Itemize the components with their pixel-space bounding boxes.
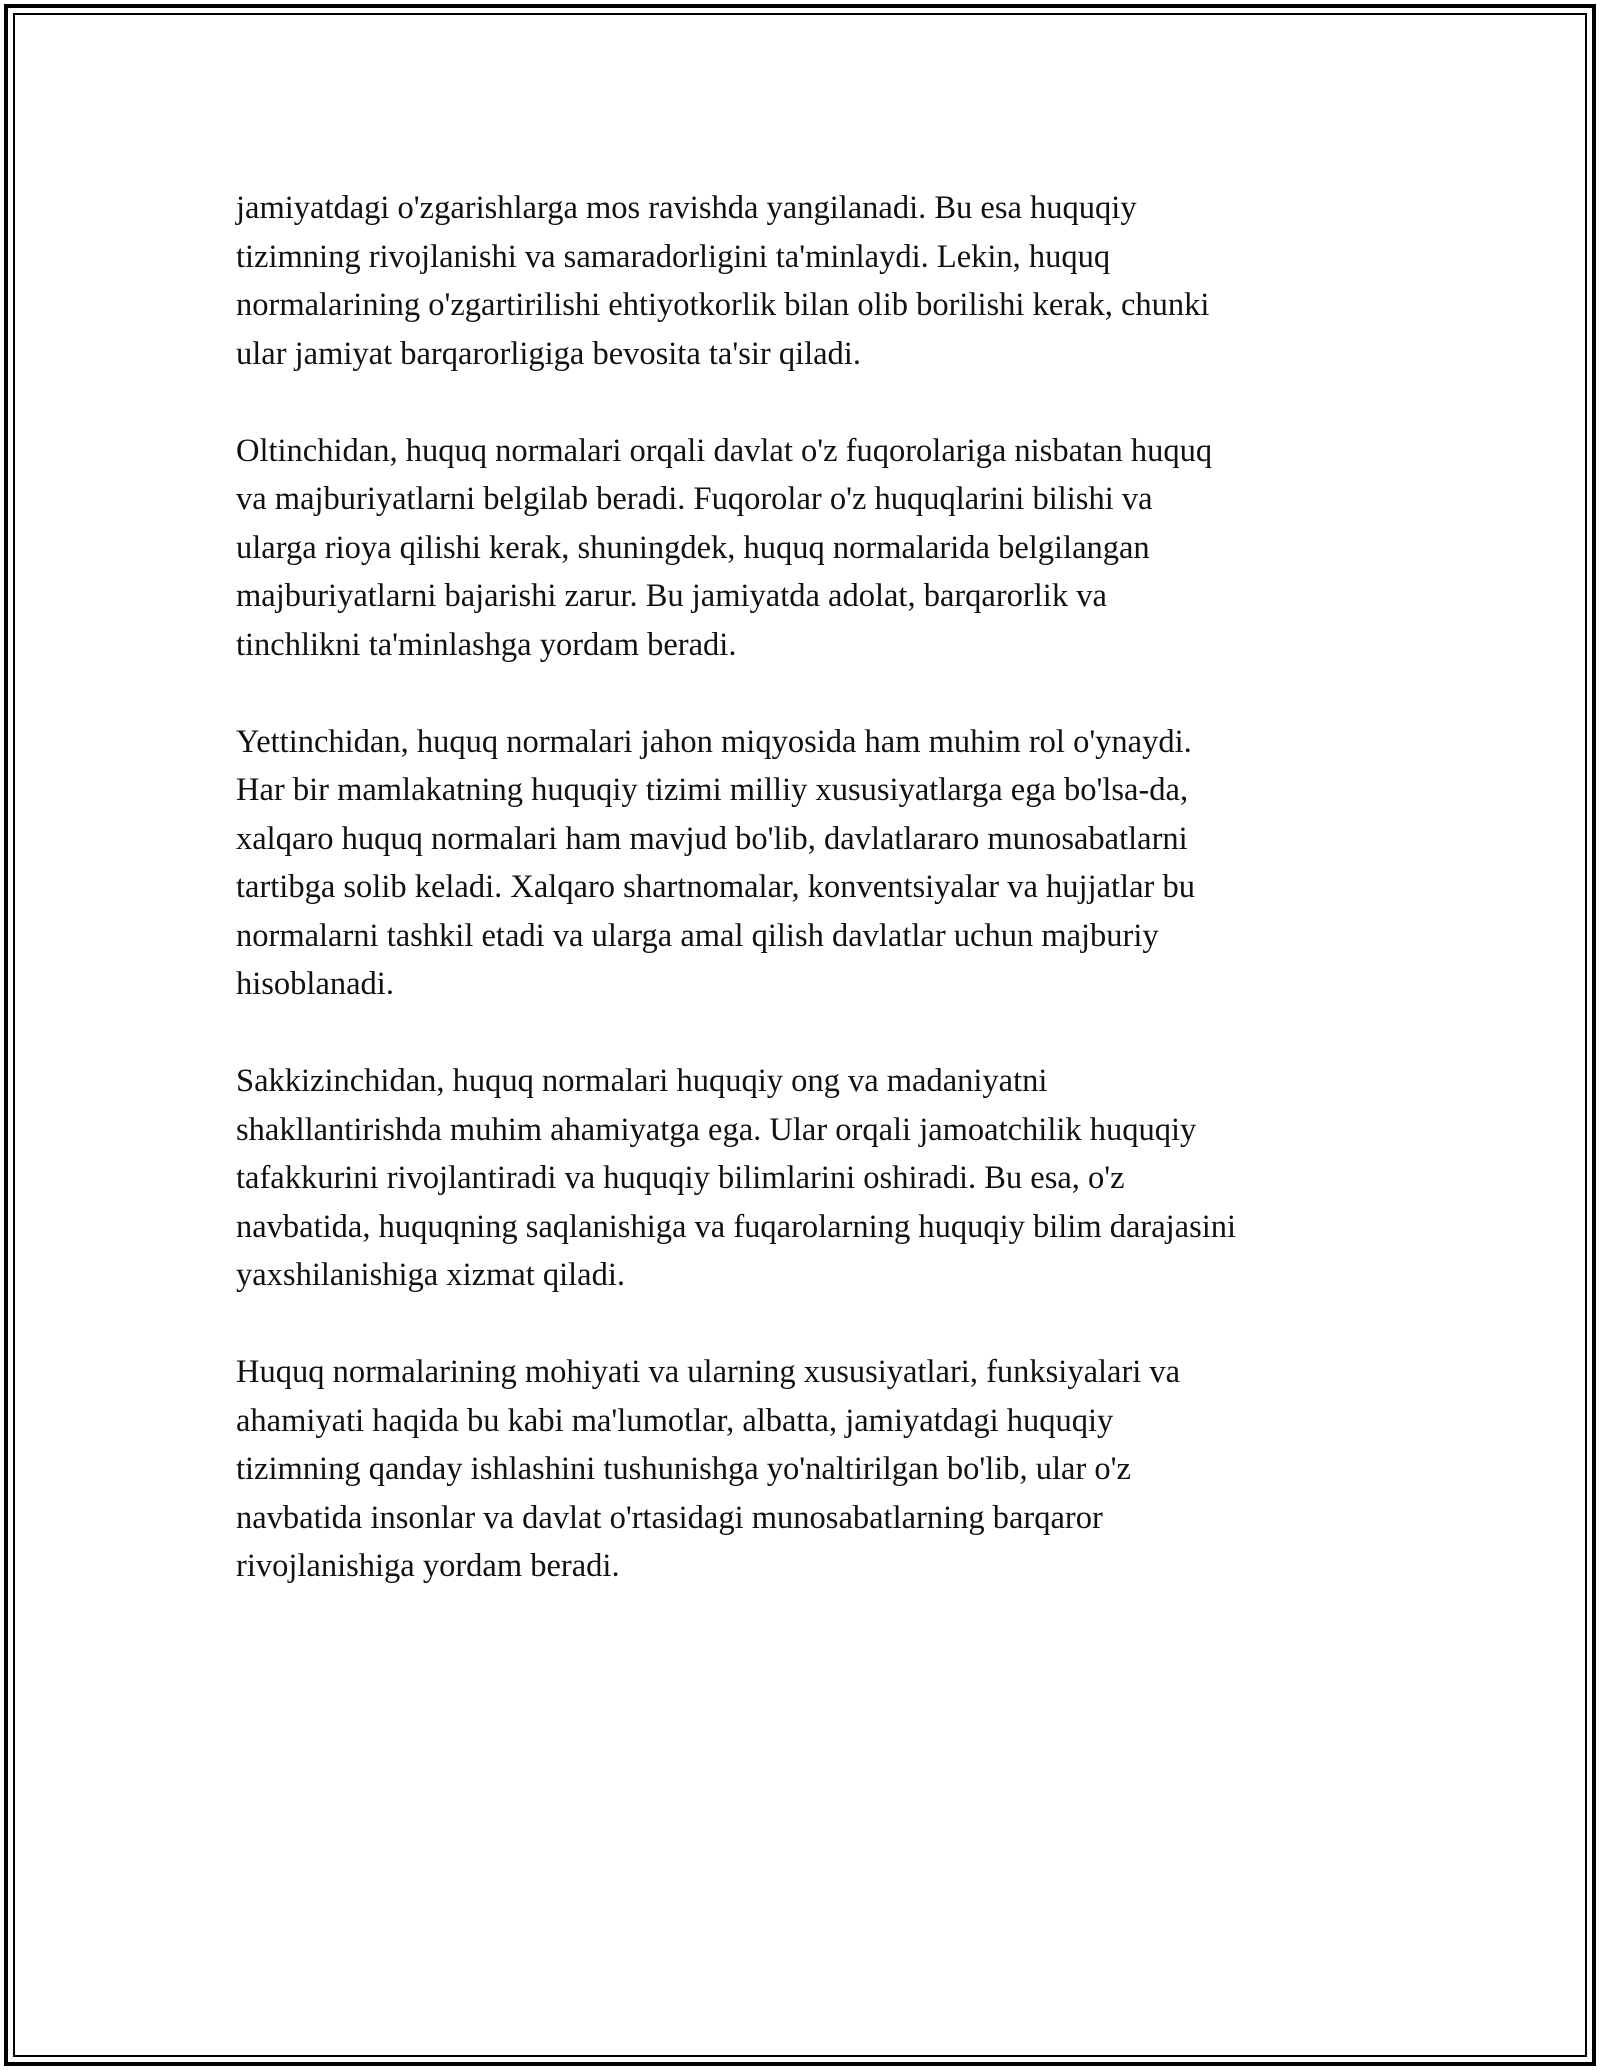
paragraph-line: tizimning rivojlanishi va samaradorligini ta'minlaydi. Lekin, huquq [236, 238, 1111, 275]
paragraph-line: Sakkizinchidan, huquq normalari huquqiy ong va madaniyatni [236, 1063, 1048, 1099]
paragraph-line: ularga rioya qilishi kerak, shuningdek, huquq normalarida belgilangan [236, 529, 1150, 566]
paragraph-line: yaxshilanishiga xizmat qiladi. [236, 1257, 626, 1293]
paragraph-line: Huquq normalarining mohiyati va ularning xususiyatlari, funksiyalari va [236, 1354, 1181, 1390]
paragraph-line: hisoblanadi. [236, 966, 394, 1002]
paragraph-line: navbatida insonlar va davlat o'rtasidagi munosabatlarning barqaror [236, 1499, 1103, 1536]
paragraph-line: va majburiyatlarni belgilab beradi. Fuqorolar o'z huquqlarini bilishi va [236, 481, 1153, 517]
paragraph-line: majburiyatlarni bajarishi zarur. Bu jamiyatda adolat, barqarorlik va [236, 578, 1107, 614]
paragraph-line: navbatida, huquqning saqlanishiga va fuqarolarning huquqiy bilim darajasini [236, 1208, 1237, 1245]
document-body [236, 184, 1396, 1639]
paragraph-5 [236, 1348, 1396, 1591]
paragraph-2 [236, 427, 1396, 670]
paragraph-line: xalqaro huquq normalari ham mavjud bo'lib, davlatlararo munosabatlarni [236, 820, 1188, 857]
paragraph-line: rivojlanishiga yordam beradi. [236, 1548, 620, 1584]
paragraph-line: jamiyatdagi o'zgarishlarga mos ravishda yangilanadi. Bu esa huquqiy [236, 190, 1137, 226]
paragraph-3 [236, 718, 1396, 1009]
paragraph-line: tafakkurini rivojlantiradi va huquqiy bilimlarini oshiradi. Bu esa, o'z [236, 1160, 1125, 1196]
paragraph-line: tinchlikni ta'minlashga yordam beradi. [236, 626, 737, 663]
paragraph-line: tartibga solib keladi. Xalqaro shartnomalar, konventsiyalar va hujjatlar bu [236, 869, 1195, 905]
paragraph-line: tizimning qanday ishlashini tushunishga yo'naltirilgan bo'lib, ular o'z [236, 1451, 1131, 1487]
paragraph-line: Har bir mamlakatning huquqiy tizimi milliy xususiyatlarga ega bo'lsa-da, [236, 772, 1189, 808]
paragraph-1 [236, 184, 1396, 378]
paragraph-line: Yettinchidan, huquq normalari jahon miqyosida ham muhim rol o'ynaydi. [236, 723, 1192, 760]
paragraph-4 [236, 1057, 1396, 1300]
paragraph-line: normalarni tashkil etadi va ularga amal qilish davlatlar uchun majburiy [236, 917, 1159, 954]
paragraph-line: ular jamiyat barqarorligiga bevosita ta'sir qiladi. [236, 335, 861, 372]
paragraph-line: normalarining o'zgartirilishi ehtiyotkorlik bilan olib borilishi kerak, chunki [236, 287, 1210, 323]
paragraph-line: shakllantirishda muhim ahamiyatga ega. Ular orqali jamoatchilik huquqiy [236, 1111, 1197, 1148]
paragraph-line: Oltinchidan, huquq normalari orqali davlat o'z fuqorolariga nisbatan huquq [236, 432, 1213, 469]
paragraph-line: ahamiyati haqida bu kabi ma'lumotlar, albatta, jamiyatdagi huquqiy [236, 1402, 1114, 1439]
